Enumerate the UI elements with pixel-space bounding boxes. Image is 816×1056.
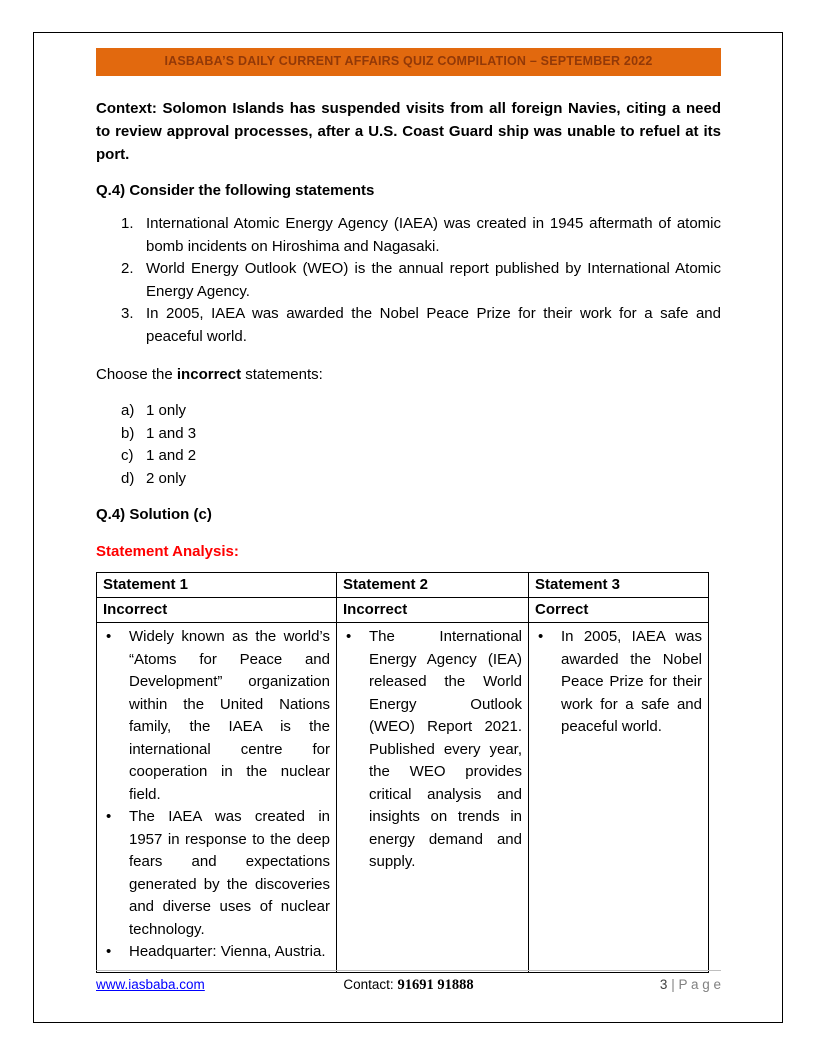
page-footer: [96, 970, 721, 994]
statement-item: [121, 303, 721, 348]
option-marker: c): [121, 447, 134, 464]
footer-page-number: [513, 977, 721, 992]
option-item: [121, 445, 721, 468]
bullet-icon: •: [538, 628, 544, 645]
options-list: [96, 400, 721, 490]
option-item: [121, 400, 721, 423]
statement-marker: 1.: [121, 215, 134, 232]
option-text: 1 and 3: [146, 424, 197, 442]
table-body-cell: [97, 623, 337, 973]
page-border-frame: [33, 32, 783, 1023]
table-header-cell: Statement 2: [337, 573, 529, 598]
bullet-icon: •: [106, 628, 112, 645]
choose-bold-word: incorrect: [176, 366, 242, 383]
page-content: [96, 33, 721, 973]
solution-heading: Q.4) Solution (c): [96, 506, 212, 523]
verdict-cell: Incorrect: [97, 598, 337, 623]
choose-prefix: Choose the: [96, 366, 177, 383]
statement-item: [121, 258, 721, 303]
context-paragraph: Context: Solomon Islands has suspended visits from all foreign Navies, citing a need to review approval processes, after a U.S. Coast Guard ship was unable to refuel at its port.: [96, 100, 721, 163]
contact-number: 91691 91888: [397, 977, 474, 993]
question-heading: Q.4) Consider the following statements: [96, 182, 375, 199]
statement-text: World Energy Outlook (WEO) is the annual report published by International Atomic Energy Agency.: [146, 260, 721, 300]
table-body-cell: [337, 623, 529, 973]
bullet-text: Widely known as the world’s “Atoms for Peace and Development” organization within the United Nations family, the IAEA is the international centre for cooperation in the nuclear field.: [129, 628, 330, 803]
statement-list: [96, 213, 721, 348]
bullet-text: In 2005, IAEA was awarded the Nobel Peace Prize for their work for a safe and peaceful world.: [561, 628, 702, 735]
option-marker: d): [121, 469, 135, 487]
analysis-heading: Statement Analysis:: [96, 543, 239, 560]
bullet-text: The IAEA was created in 1957 in response to the deep fears and expectations generated by the discoveries and diverse uses of nuclear technology.: [129, 808, 330, 938]
option-item: [121, 468, 721, 491]
bullet-icon: •: [106, 943, 112, 960]
header-banner: IASBABA’S DAILY CURRENT AFFAIRS QUIZ COMPILATION – SEPTEMBER 2022: [96, 48, 721, 76]
footer-contact: [304, 977, 512, 994]
verdict-cell: Incorrect: [337, 598, 529, 623]
option-marker: a): [121, 402, 135, 419]
verdict-cell: Correct: [529, 598, 709, 623]
page-word: | P a g e: [667, 977, 721, 992]
statement-item: [121, 213, 721, 258]
table-header-cell: Statement 3: [529, 573, 709, 598]
website-link[interactable]: www.iasbaba.com: [96, 977, 205, 992]
table-verdict-row: [97, 598, 709, 623]
choose-line: [96, 364, 721, 386]
analysis-table: [96, 572, 709, 973]
bullet-icon: •: [346, 628, 352, 645]
bullet-icon: •: [106, 808, 112, 825]
table-body-row: [97, 623, 709, 973]
statement-marker: 3.: [121, 305, 134, 322]
option-text: 1 only: [146, 402, 187, 419]
footer-left: [96, 977, 304, 992]
bullet-point: [343, 626, 522, 874]
option-item: [121, 423, 721, 446]
contact-label: Contact:: [343, 977, 398, 992]
option-text: 1 and 2: [146, 447, 197, 464]
table-header-cell: Statement 1: [97, 573, 337, 598]
bullet-text: The International Energy Agency (IEA) released the World Energy Outlook (WEO) Report 2021. Published every year, the WEO provides critical analysis and insights on trends in energy demand and supply.: [369, 628, 522, 870]
table-header-row: [97, 573, 709, 598]
choose-suffix: statements:: [241, 366, 323, 383]
bullet-point: [103, 806, 330, 941]
bullet-text: Headquarter: Vienna, Austria.: [129, 943, 326, 960]
page-number: 3: [659, 977, 668, 992]
table-body-cell: [529, 623, 709, 973]
option-marker: b): [121, 424, 135, 442]
statement-marker: 2.: [121, 260, 134, 277]
statement-text: International Atomic Energy Agency (IAEA) was created in 1945 aftermath of atomic bomb incidents on Hiroshima and Nagasaki.: [146, 215, 721, 255]
bullet-point: [535, 626, 702, 739]
statement-text: In 2005, IAEA was awarded the Nobel Peace Prize for their work for a safe and peaceful world.: [146, 305, 721, 345]
bullet-point: [103, 941, 330, 964]
option-text: 2 only: [146, 469, 187, 487]
bullet-point: [103, 626, 330, 806]
